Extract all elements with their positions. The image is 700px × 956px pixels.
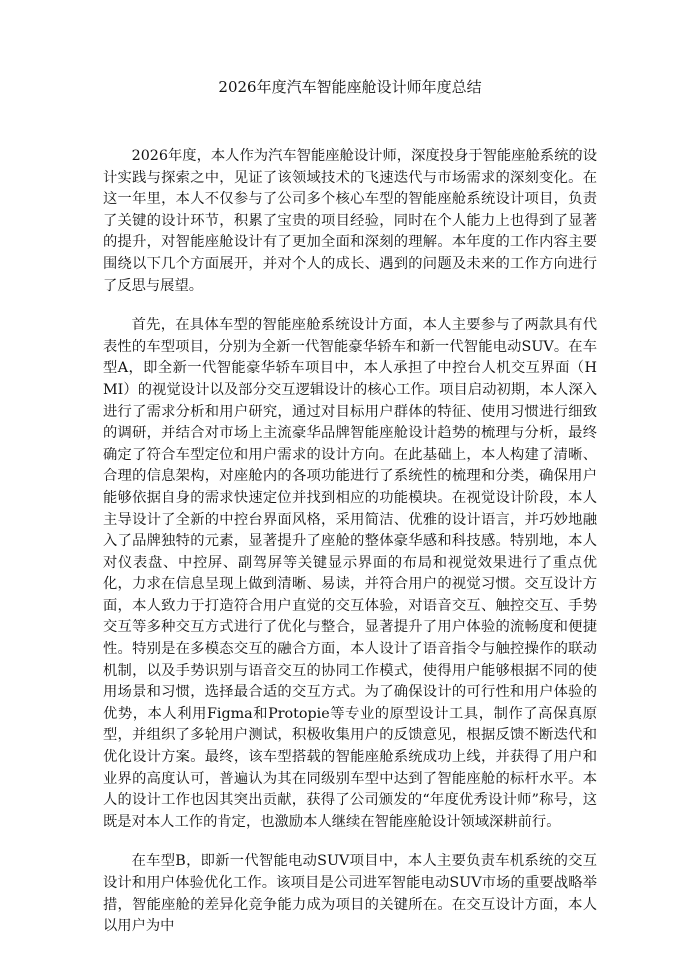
paragraph-model-a: 首先，在具体车型的智能座舱系统设计方面，本人主要参与了两款具有代表性的车型项目，分别为全新一代智能豪华轿车和新一代智能电动SUV。在车型A，即全新一代智能豪华轿车项目中，本人承担了中控台人机交互界面（HMI）的视觉设计以及部分交互逻辑设计的核心工作。项目启动初期，本人深入进行了需求分析和用户研究，通过对目标用户群体的特征、使用习惯进行细致的调研，并结合对市场上主流豪华品牌智能座舱设计趋势的梳理与分析，最终确定了符合车型定位和用户需求的设计方向。在此基础上，本人构建了清晰、合理的信息架构，对座舱内的各项功能进行了系统性的梳理和分类，确保用户能够依据自身的需求快速定位并找到相应的功能模块。在视觉设计阶段，本人主导设计了全新的中控台界面风格，采用简洁、优雅的设计语言，并巧妙地融入了品牌独特的元素，显著提升了座舱的整体豪华感和科技感。特别地，本人对仪表盘、中控屏、副驾屏等关键显示界面的布局和视觉效果进行了重点优化，力求在信息呈现上做到清晰、易读，并符合用户的视觉习惯。交互设计方面，本人致力于打造符合用户直觉的交互体验，对语音交互、触控交互、手势交互等多种交互方式进行了优化与整合，显著提升了用户体验的流畅度和便捷性。特别是在多模态交互的融合方面，本人设计了语音指令与触控操作的联动机制，以及手势识别与语音交互的协同工作模式，使得用户能够根据不同的使用场景和习惯，选择最合适的交互方式。为了确保设计的可行性和用户体验的优势，本人利用Figma和Protopie等专业的原型设计工具，制作了高保真原型，并组织了多轮用户测试，积极收集用户的反馈意见，根据反馈不断迭代和优化设计方案。最终，该车型搭载的智能座舱系统成功上线，并获得了用户和业界的高度认可，普遍认为其在同级别车型中达到了智能座舱的标杆水平。本人的设计工作也因其突出贡献，获得了公司颁发的“年度优秀设计师”称号，这既是对本人工作的肯定，也激励本人继续在智能座舱设计领域深耕前行。: [103, 317, 597, 830]
document-body: [103, 146, 597, 956]
paragraph-model-b: 在车型B，即新一代智能电动SUV项目中，本人主要负责车机系统的交互设计和用户体验优化工作。该项目是公司进军智能电动SUV市场的重要战略举措，智能座舱的差异化竞争能力成为项目的关键所在。在交互设计方面，本人以用户为中: [103, 853, 597, 935]
document-title: 2026年度汽车智能座舱设计师年度总结: [218, 78, 482, 96]
paragraph-intro: 2026年度，本人作为汽车智能座舱设计师，深度投身于智能座舱系统的设计实践与探索之中，见证了该领域技术的飞速迭代与市场需求的深刻变化。在这一年里，本人不仅参与了公司多个核心车型的智能座舱系统设计项目，负责了关键的设计环节，积累了宝贵的项目经验，同时在个人能力上也得到了显著的提升，对智能座舱设计有了更加全面和深刻的理解。本年度的工作内容主要围绕以下几个方面展开，并对个人的成长、遇到的问题及未来的工作方向进行了反思与展望。: [103, 148, 597, 294]
